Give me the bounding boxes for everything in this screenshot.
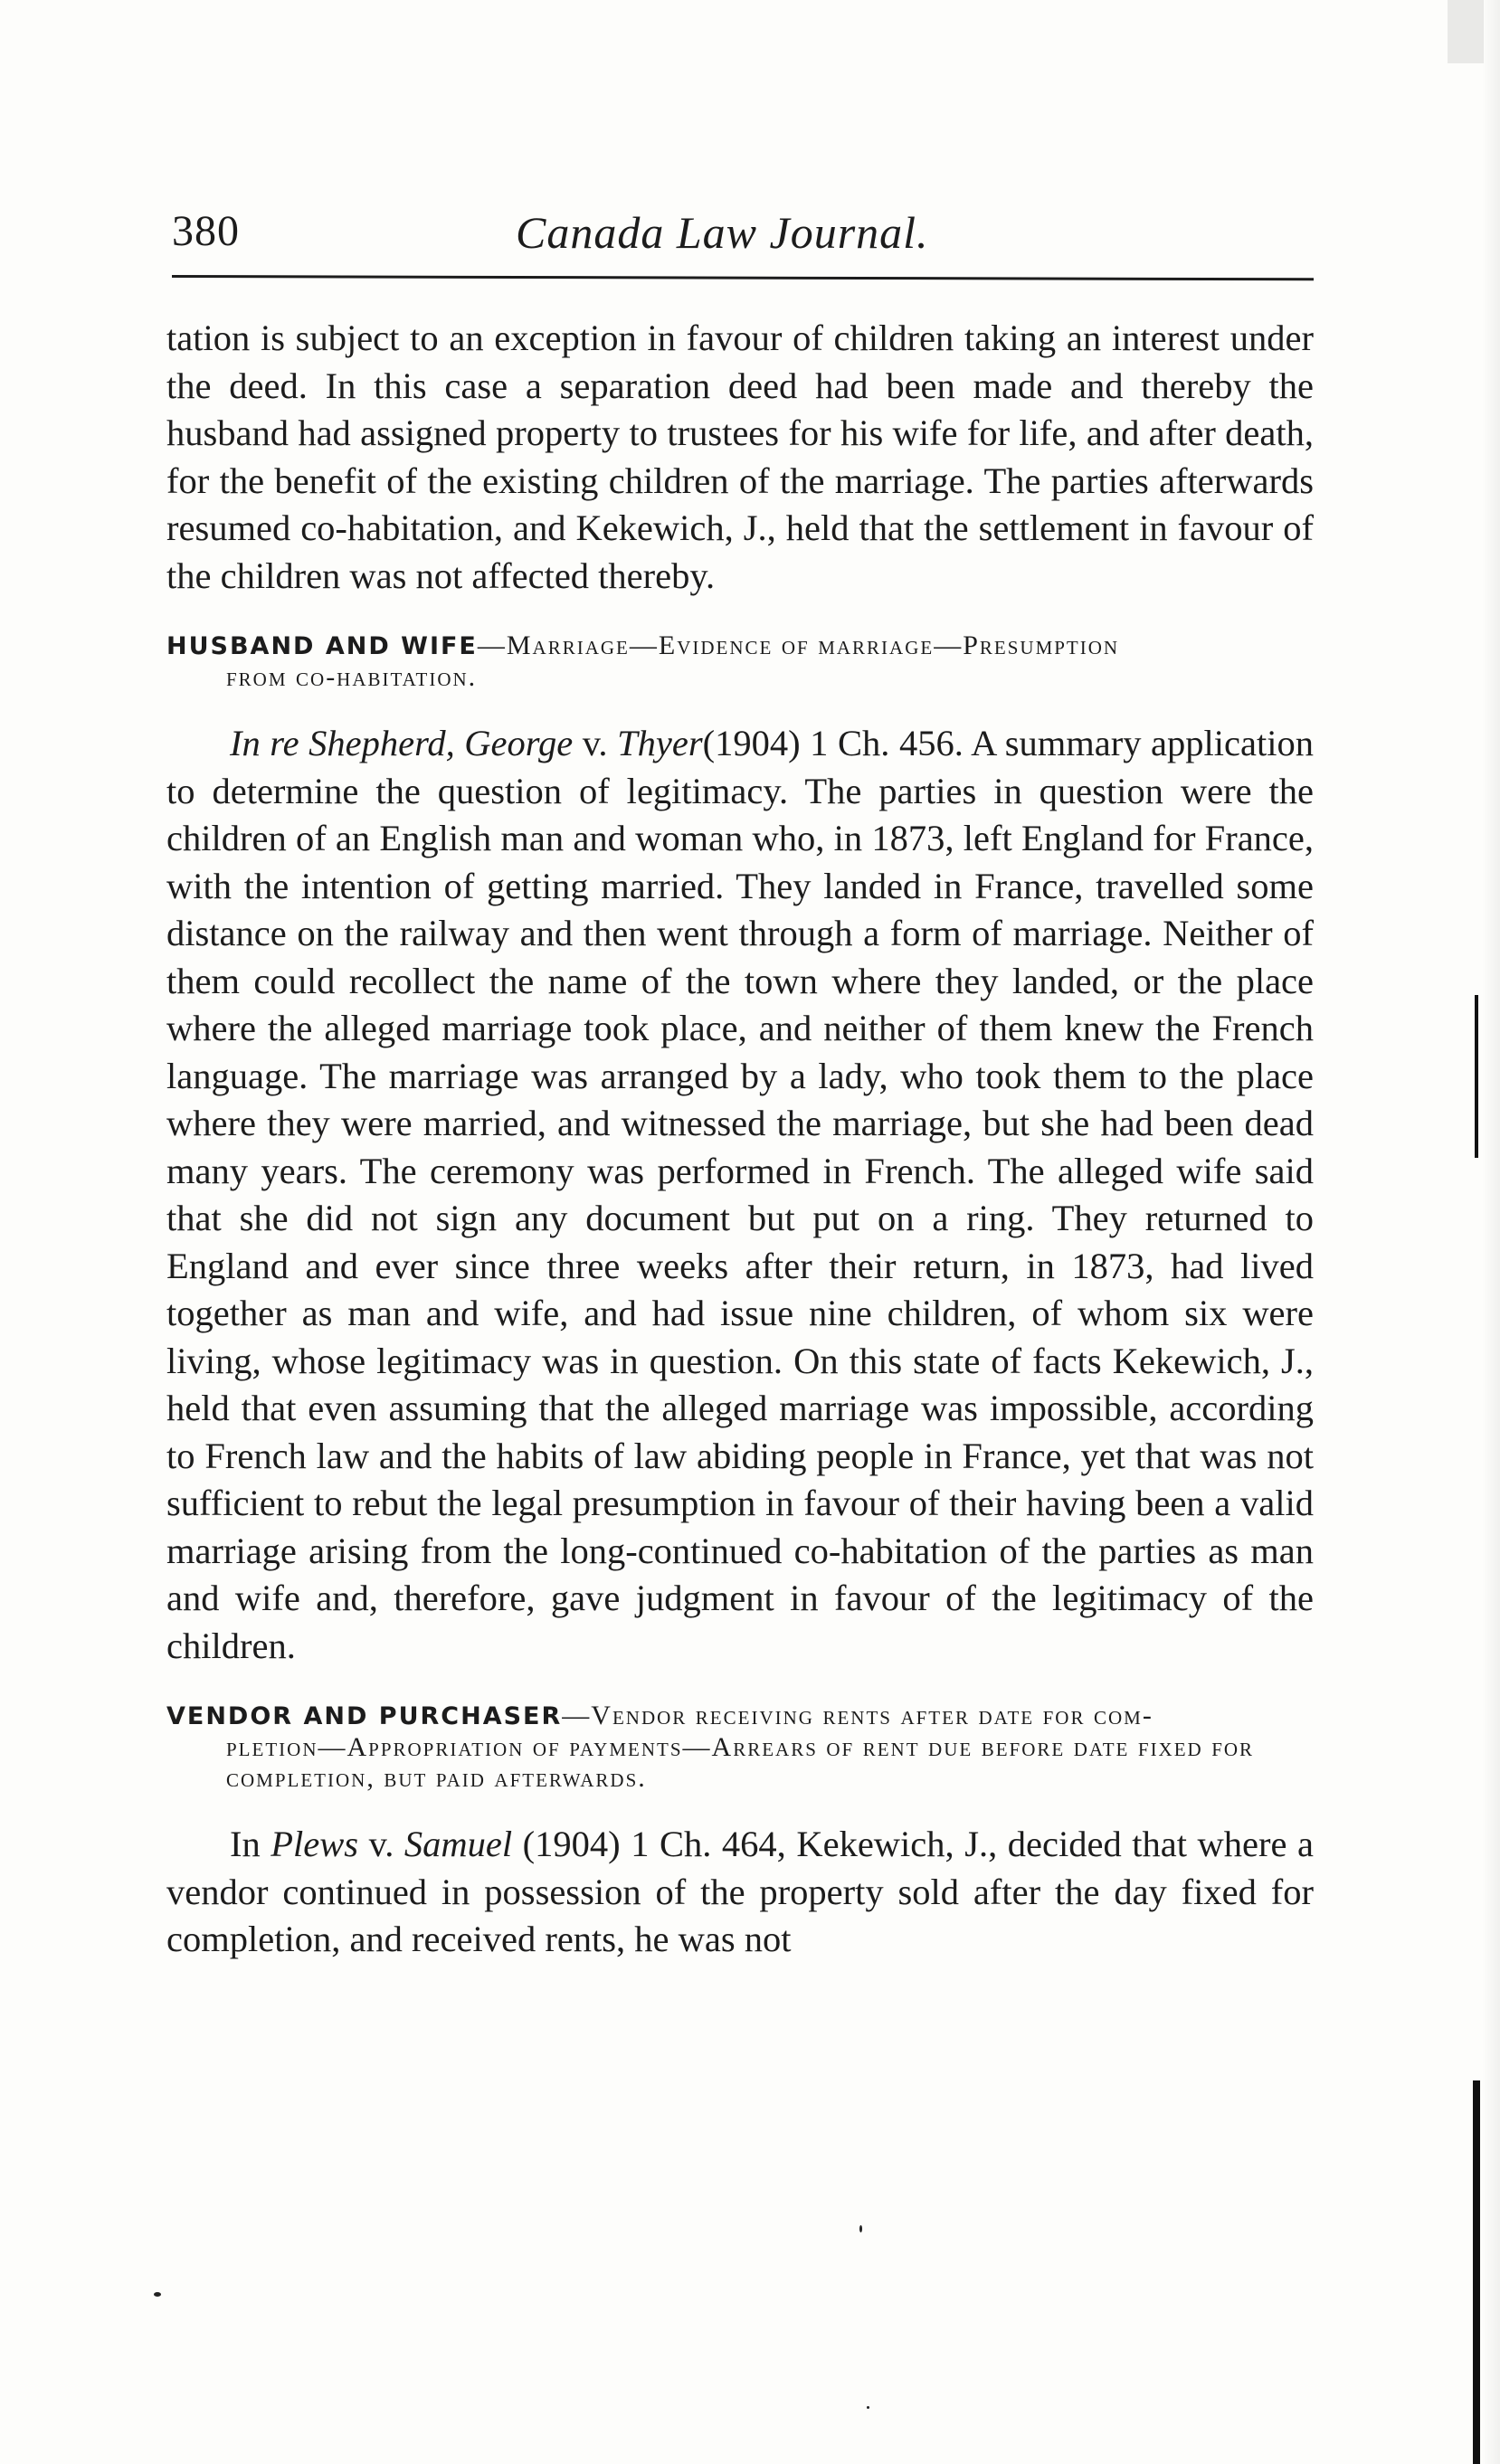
paragraph-continuation: tation is subject to an exception in favour of children taking an interest under the deed. In this case a separation deed had been made and thereby the husband had assigned property to trustees for his wife for life, and after death, for the benefit of the existing children of the marriage. The parties afterwards resumed co-habitation, and Kekewich, J., held that the settlement in favour of the children was not affected thereby. [166,317,1314,596]
case-name: In re Shepherd, George [230,723,574,763]
page-body [166,315,1314,1964]
case-name: Plews [271,1824,359,1864]
heading-subtitle: —Marriage—Evidence of marriage—Presumption [477,630,1120,660]
heading-subtitle: —Vendor receiving rents after date for com- [562,1701,1153,1730]
case-body: A summary application to determine the question of legitimacy. The parties in question were the children of an English man and woman who, in 1873, left England for France, with the intention of getting married. They landed in France, travelled some distance on the railway and then went through a form of marriage. Neither of them could recollect the name of the town where they landed, or the place where the alleged marriage took place, and neither of them knew the French language. The marriage was arranged by a lady, who took them to the place where they were married, and witnessed the marriage, but she had been dead many years. The ceremony was performed in French. The alleged wife said that she did not sign any document but put on a ring. They returned to England and ever since three weeks after their return, in 1873, had lived together as man and wife, and had issue nine children, of whom six were living, whose legitimacy was in question. On this state of facts Kekewich, J., held that even assuming that the alleged marriage was impossible, according to French law and the habits of law abiding people in France, yet that was not sufficient to rebut the legal presumption in favour of their having been a valid marriage arising from the long-continued co-habitation of the parties as man and wife and, therefore, gave judgment in favour of the legitimacy of the children. [166,723,1314,1666]
section-heading-vendor-and-purchaser [166,1701,1314,1794]
heading-title: VENDOR AND PURCHASER [166,1702,563,1730]
header-rule [172,275,1314,280]
page-header [172,197,1312,270]
scan-corner-noise [1448,0,1484,63]
scan-edge-mark [1473,2080,1480,2464]
case-versus: v. [358,1824,404,1864]
paragraph-case-plews [166,1821,1314,1964]
scan-edge-shadow [1482,0,1500,2464]
case-versus: v. [573,723,618,763]
case-citation: (1904) 1 Ch. 456. [702,723,964,763]
page-number: 380 [172,207,240,255]
case-party: Thyer [617,723,703,763]
paragraph-case-shepherd [166,720,1314,1670]
case-party: Samuel [403,1824,513,1864]
case-intro: In [230,1824,271,1864]
heading-subtitle-continued: from co-habitation. [226,662,478,692]
scan-speck [867,2406,869,2409]
scan-speck [154,2292,161,2297]
scan-edge-mark [1475,995,1478,1158]
scan-speck [859,2225,862,2232]
heading-subtitle-continued: pletion—Appropriation of payments—Arrears of rent due before date fixed for completion, but paid afterwards. [226,1732,1255,1793]
case-body: (1904) 1 Ch. 464, Kekewich, J., decided that where a vendor continued in possession of the property sold after the day fixed for completion, and received rents, he was not [166,1824,1314,1959]
section-heading-husband-and-wife [166,630,1314,693]
running-title: Canada Law Journal. [516,207,929,258]
heading-title: HUSBAND AND WIFE [166,632,478,660]
